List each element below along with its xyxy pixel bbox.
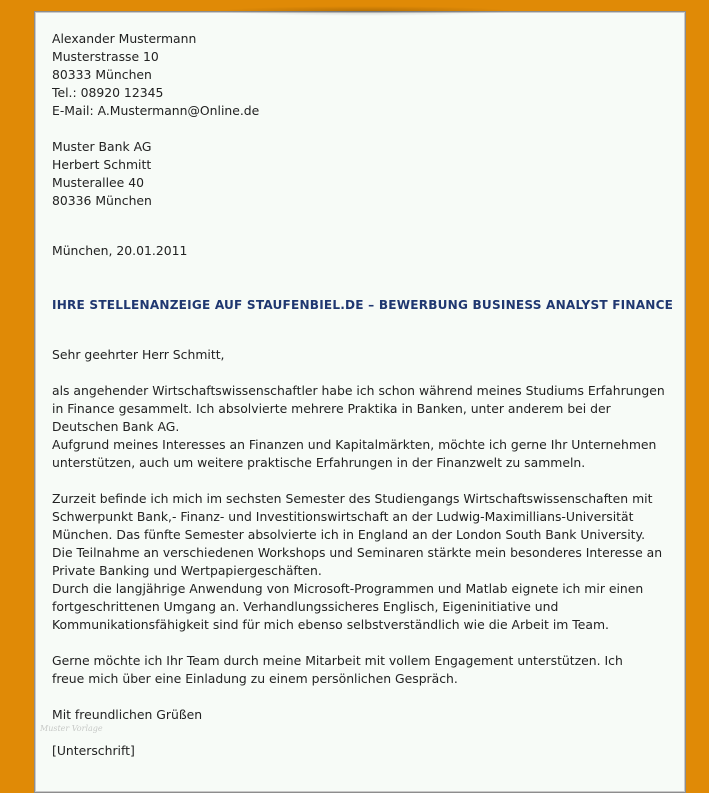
date-text: München, 20.01.2011 — [52, 243, 188, 258]
salutation — [52, 346, 677, 364]
closing-text: Mit freundlichen Grüßen — [52, 707, 203, 722]
spacer — [52, 724, 677, 742]
letter-content — [52, 30, 677, 760]
salutation-text: Sehr geehrter Herr Schmitt, — [52, 347, 225, 362]
paragraph-line: Durch die langjährige Anwendung von Microsoft-Programmen und Matlab eignete ich mir einen — [52, 581, 644, 596]
closing — [52, 706, 677, 724]
recipient-name: Herbert Schmitt — [52, 157, 152, 172]
spacer — [52, 472, 677, 490]
page-shadow — [215, 6, 515, 16]
letter-subject: IHRE STELLENANZEIGE AUF STAUFENBIEL.DE – BEWERBUNG BUSINESS ANALYST FINANCE — [52, 298, 674, 312]
recipient-company: Muster Bank AG — [52, 139, 152, 154]
recipient-address — [52, 138, 677, 210]
sender-street: Musterstrasse 10 — [52, 49, 159, 64]
paragraph-line: Aufgrund meines Interesses an Finanzen und Kapitalmärkten, möchte ich gerne Ihr Unternehmen — [52, 437, 657, 452]
sender-phone: Tel.: 08920 12345 — [52, 85, 164, 100]
paragraph-line: fortgeschrittenen Umgang an. Verhandlungssicheres Englisch, Eigeninitiative und — [52, 599, 559, 614]
paragraph-1 — [52, 382, 677, 472]
paragraph-line: Deutschen Bank AG. — [52, 419, 180, 434]
recipient-city: 80336 München — [52, 193, 152, 208]
paragraph-line: freue mich über eine Einladung zu einem persönlichen Gespräch. — [52, 671, 458, 686]
spacer — [52, 120, 677, 138]
paragraph-line: Die Teilnahme an verschiedenen Workshops und Seminaren stärkte mein besonderes Interesse an — [52, 545, 663, 560]
spacer — [52, 688, 677, 706]
signature — [52, 742, 677, 760]
paragraph-line: Zurzeit befinde ich mich im sechsten Semester des Studiengangs Wirtschaftswissenschaften mit — [52, 491, 653, 506]
sender-email: E-Mail: A.Mustermann@Online.de — [52, 103, 260, 118]
paragraph-line: Private Banking und Wertpapiergeschäften. — [52, 563, 322, 578]
watermark-text: Muster Vorlage — [40, 724, 103, 733]
sender-address — [52, 30, 677, 120]
paragraph-3 — [52, 652, 677, 688]
letter-page — [34, 11, 686, 793]
paragraph-line: Gerne möchte ich Ihr Team durch meine Mitarbeit mit vollem Engagement unterstützen. Ich — [52, 653, 623, 668]
paragraph-line: Schwerpunkt Bank,- Finanz- und Investitionswirtschaft an der Ludwig-Maximillians-Universität — [52, 509, 634, 524]
sender-city: 80333 München — [52, 67, 152, 82]
paragraph-line: Kommunikationsfähigkeit sind für mich ebenso selbstverständlich wie die Arbeit im Team. — [52, 617, 609, 632]
paragraph-line: unterstützen, auch um weitere praktische Erfahrungen in der Finanzwelt zu sammeln. — [52, 455, 586, 470]
sender-name: Alexander Mustermann — [52, 31, 197, 46]
paragraph-2 — [52, 490, 677, 634]
letter-date — [52, 242, 677, 260]
spacer — [52, 210, 677, 242]
paragraph-line: München. Das fünfte Semester absolvierte ich in England an der London South Bank University. — [52, 527, 646, 542]
paragraph-line: als angehender Wirtschaftswissenschaftler habe ich schon während meines Studiums Erfahrungen — [52, 383, 665, 398]
spacer — [52, 634, 677, 652]
spacer — [52, 314, 677, 346]
paragraph-line: in Finance gesammelt. Ich absolvierte mehrere Praktika in Banken, unter anderem bei der — [52, 401, 611, 416]
recipient-street: Musterallee 40 — [52, 175, 145, 190]
signature-text: [Unterschrift] — [52, 743, 135, 758]
spacer — [52, 364, 677, 382]
spacer — [52, 260, 677, 296]
